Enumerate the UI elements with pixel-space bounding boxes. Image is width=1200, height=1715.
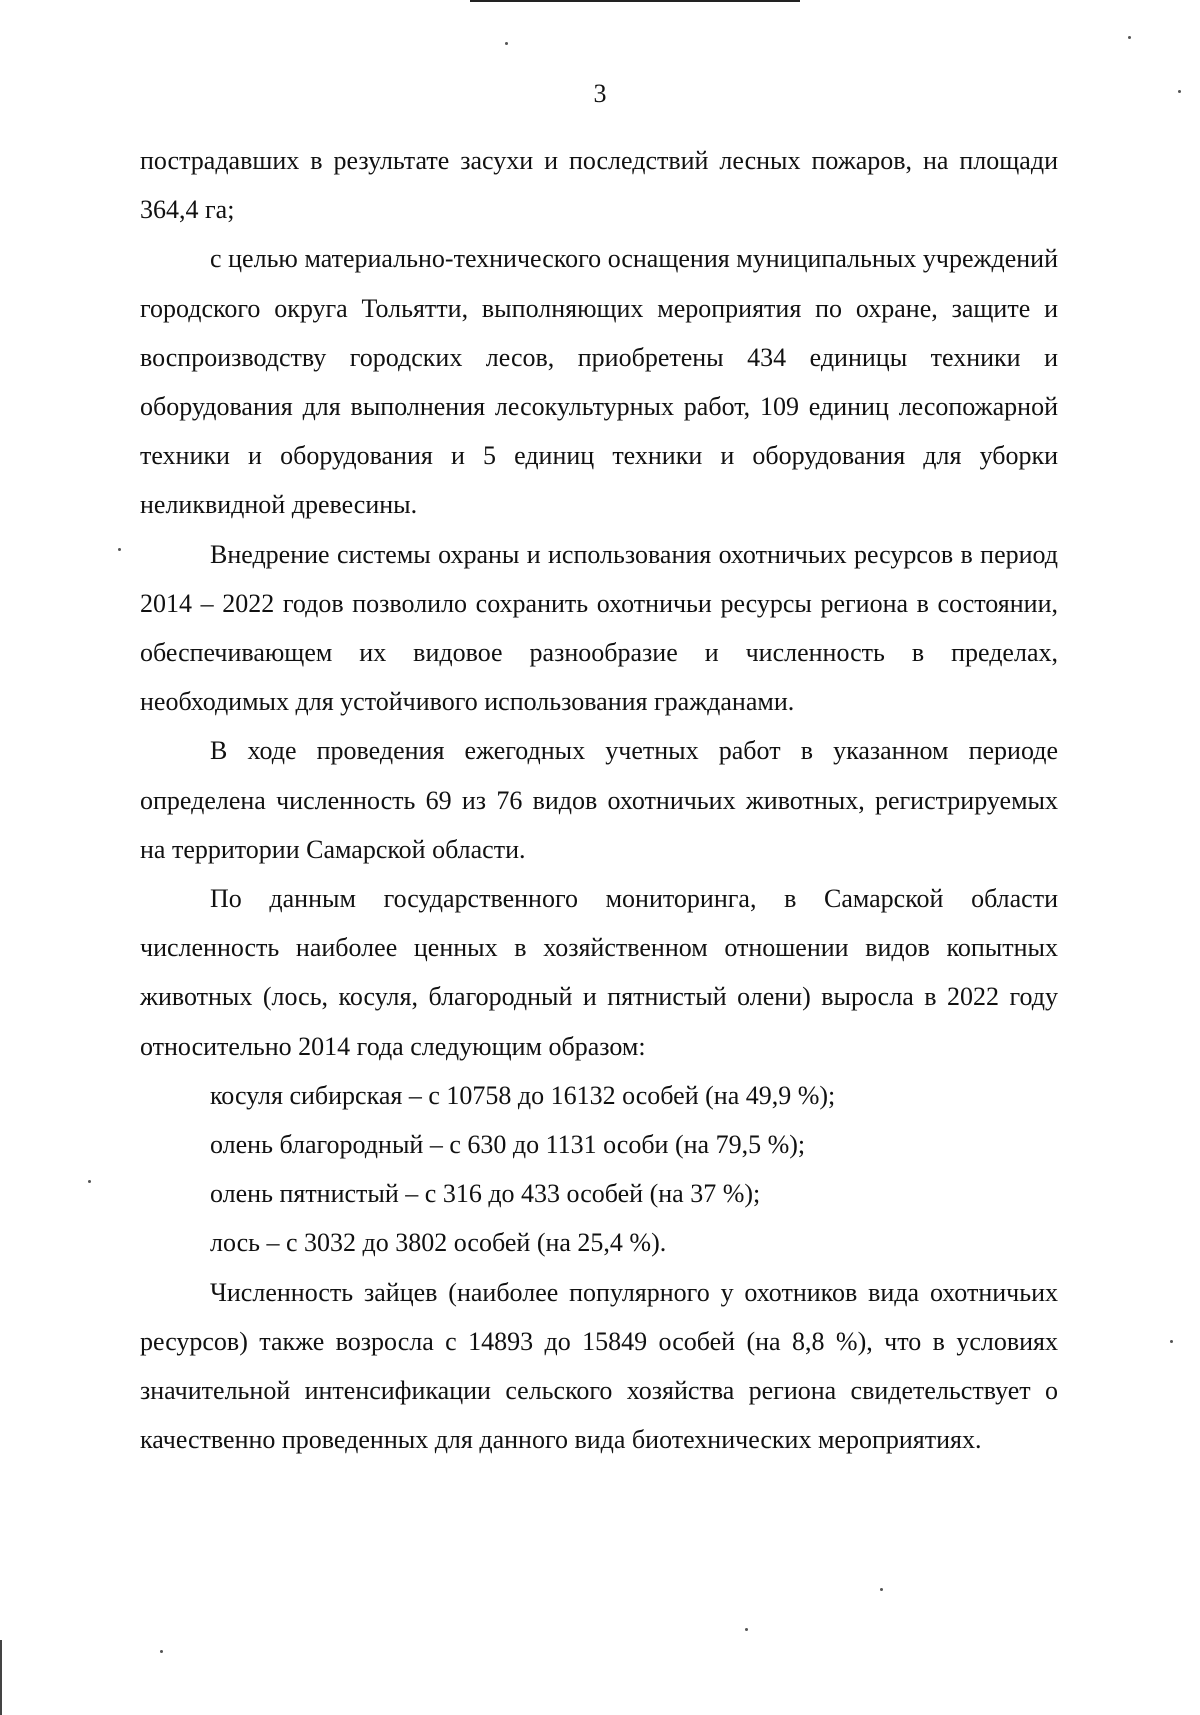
scan-speck [880,1588,883,1591]
species-item-elk: лось – с 3032 до 3802 особей (на 25,4 %). [210,1228,667,1258]
paragraph-hares: Численность зайцев (наиболее популярного у охотников вида охотничьих ресурсов) также возросла с 14893 до 15849 особей (на 8,8 %), что в условиях значительной интенсификации сельского хозяйства региона свидетельствует о качественно проведенных для данного вида биотехнических мероприятиях. [140,1277,1058,1455]
scan-left-edge [0,1640,2,1715]
document-body [140,136,1058,1464]
paragraph-hunting-resources: Внедрение системы охраны и использования охотничьих ресурсов в период 2014 – 2022 годов позволило сохранить охотничьи ресурсы региона в состоянии, обеспечивающем их видовое разнообразие и численность в пределах, необходимых для устойчивого использования гражданами. [140,539,1058,717]
scan-speck [1170,1340,1173,1343]
page-number: 3 [593,79,607,108]
scan-speck [745,1628,748,1631]
scan-speck [1128,36,1131,39]
paragraph-fire-damage: пострадавших в результате засухи и последствий лесных пожаров, на площади 364,4 га; [140,146,1058,225]
paragraph-monitoring: По данным государственного мониторинга, в Самарской области численность наиболее ценных в хозяйственном отношении видов копытных животных (лось, косуля, благородный и пятнистый олени) выросла в 2022 году относительно 2014 года следующим образом: [140,884,1058,1061]
scan-speck [160,1650,163,1653]
paragraph-census: В ходе проведения ежегодных учетных работ в указанном периоде определена численность 69 из 76 видов охотничьих животных, регистрируемых на территории Самарской области. [140,736,1058,864]
species-item-sika-deer: олень пятнистый – с 316 до 433 особей (на 37 %); [210,1179,761,1209]
species-item-red-deer: олень благородный – с 630 до 1131 особи (на 79,5 %); [210,1130,806,1160]
scan-speck [88,1180,91,1183]
scan-speck [118,548,121,551]
scan-top-edge [470,0,800,2]
paragraph-equipment: с целью материально-технического оснащения муниципальных учреждений городского округа Тольятти, выполняющих мероприятия по охране, защите и воспроизводству городских лесов, приобретены 434 единицы техники и оборудования для выполнения лесокультурных работ, 109 единиц лесопожарной техники и оборудования и 5 единиц техники и оборудования для уборки неликвидной древесины. [140,244,1058,520]
species-item-roe-deer: косуля сибирская – с 10758 до 16132 особей (на 49,9 %); [210,1080,836,1110]
scan-speck [505,42,508,45]
